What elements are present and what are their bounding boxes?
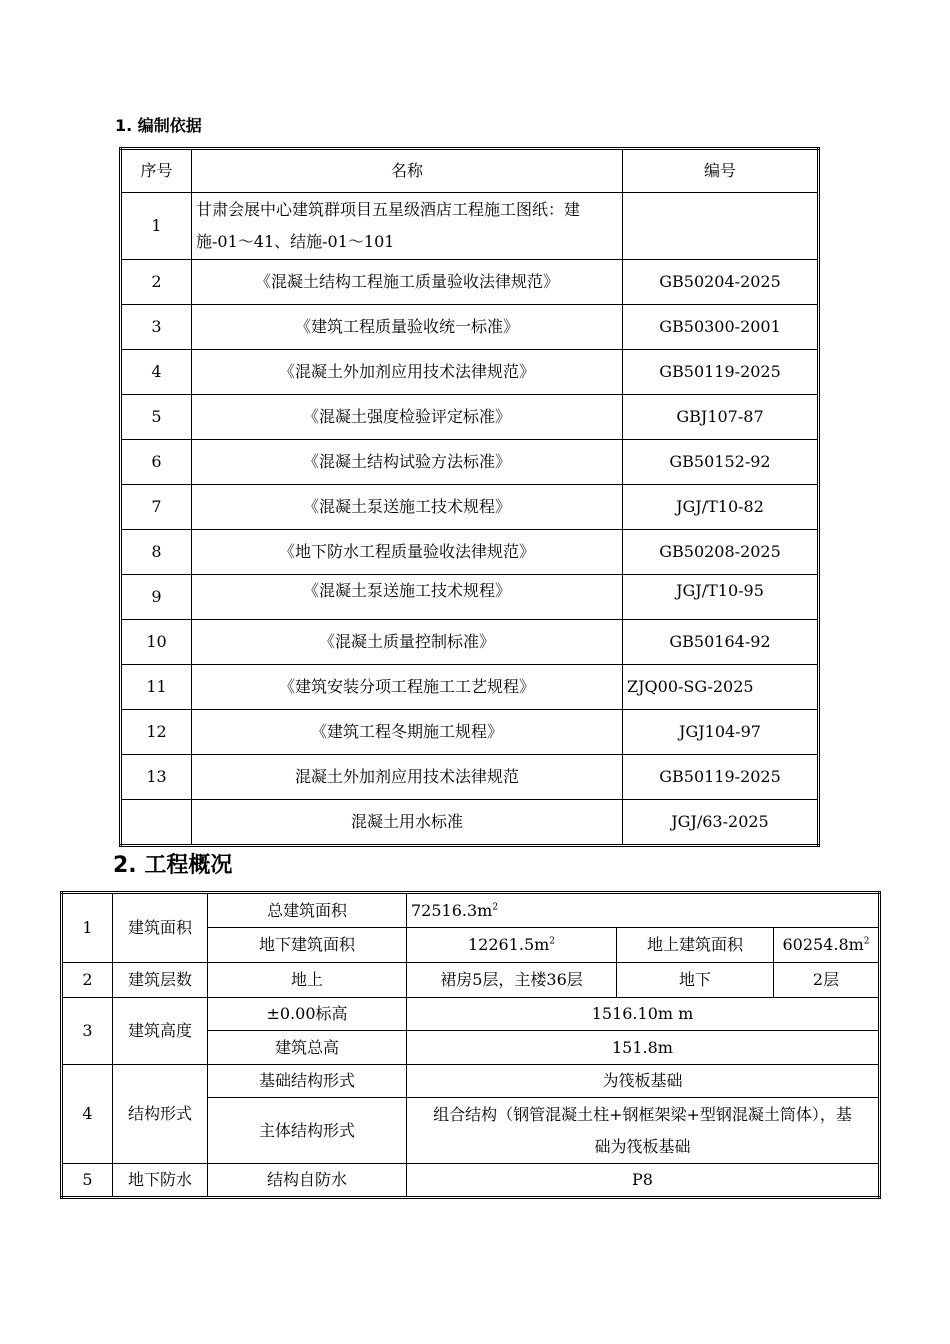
header-code: 编号 xyxy=(623,149,819,193)
row-no: 7 xyxy=(121,485,192,530)
row-label: ±0.00标高 xyxy=(208,998,407,1031)
row-no: 13 xyxy=(121,755,192,800)
row-no xyxy=(121,800,192,846)
underground-area-value: 12261.5m xyxy=(467,935,550,954)
table-row xyxy=(121,440,819,485)
row-value xyxy=(407,893,880,928)
row-value xyxy=(774,928,880,963)
row-code: GBJ107-87 xyxy=(623,395,819,440)
row-name: 《地下防水工程质量验收法律规范》 xyxy=(192,530,623,575)
row-no: 6 xyxy=(121,440,192,485)
unit-exponent: 2 xyxy=(492,902,499,913)
table-row xyxy=(121,485,819,530)
table-row xyxy=(121,710,819,755)
unit-exponent: 2 xyxy=(549,936,556,947)
row-value: 裙房5层，主楼36层 xyxy=(407,963,617,998)
row-no: 5 xyxy=(121,395,192,440)
unit-exponent: 2 xyxy=(863,936,870,947)
row-name: 混凝土用水标准 xyxy=(192,800,623,846)
table-row xyxy=(121,755,819,800)
table-row xyxy=(121,530,819,575)
table-row xyxy=(62,998,880,1031)
header-no: 序号 xyxy=(121,149,192,193)
row-code: GB50204-2025 xyxy=(623,260,819,305)
row-value: 1516.10m m xyxy=(407,998,880,1031)
row-no: 2 xyxy=(62,963,113,998)
row-no: 4 xyxy=(62,1065,113,1164)
row-name: 《混凝土结构试验方法标准》 xyxy=(192,440,623,485)
basis-table xyxy=(119,147,820,847)
row-code: GB50208-2025 xyxy=(623,530,819,575)
row-name: 《建筑工程冬期施工规程》 xyxy=(192,710,623,755)
row-name: 混凝土外加剂应用技术法律规范 xyxy=(192,755,623,800)
row-name: 《混凝土强度检验评定标准》 xyxy=(192,395,623,440)
row-no: 3 xyxy=(121,305,192,350)
row-code: ZJQ00-SG-2025 xyxy=(623,665,819,710)
row-no: 10 xyxy=(121,620,192,665)
row-code: GB50300-2001 xyxy=(623,305,819,350)
row-code: JGJ/T10-95 xyxy=(623,575,819,620)
row-code: GB50164-92 xyxy=(623,620,819,665)
row-no: 5 xyxy=(62,1164,113,1198)
row-label: 地下建筑面积 xyxy=(208,928,407,963)
total-area-value: 72516.3m xyxy=(411,900,493,920)
table-row xyxy=(121,800,819,846)
row-label: 结构自防水 xyxy=(208,1164,407,1198)
row-label: 地上 xyxy=(208,963,407,998)
row-code: GB50119-2025 xyxy=(623,350,819,395)
table-row xyxy=(121,575,819,620)
table-row xyxy=(121,193,819,260)
row-value: 151.8m xyxy=(407,1031,880,1065)
table-row xyxy=(121,395,819,440)
row-no: 12 xyxy=(121,710,192,755)
row-no: 8 xyxy=(121,530,192,575)
row-code: GB50119-2025 xyxy=(623,755,819,800)
table-row xyxy=(62,1164,880,1198)
row-no: 9 xyxy=(121,575,192,620)
row-label: 基础结构形式 xyxy=(208,1065,407,1098)
overview-table xyxy=(60,891,881,1199)
row-category: 结构形式 xyxy=(113,1065,208,1164)
row-category: 地下防水 xyxy=(113,1164,208,1198)
header-name: 名称 xyxy=(192,149,623,193)
row-no: 1 xyxy=(121,193,192,260)
row-category: 建筑高度 xyxy=(113,998,208,1065)
row-code xyxy=(623,193,819,260)
row-name: 《混凝土外加剂应用技术法律规范》 xyxy=(192,350,623,395)
row-code: JGJ/T10-82 xyxy=(623,485,819,530)
row-no: 2 xyxy=(121,260,192,305)
row-no: 4 xyxy=(121,350,192,395)
row-name: 《建筑工程质量验收统一标准》 xyxy=(192,305,623,350)
row-code: GB50152-92 xyxy=(623,440,819,485)
row-code: JGJ104-97 xyxy=(623,710,819,755)
row-label: 建筑总高 xyxy=(208,1031,407,1065)
row-value: 为筏板基础 xyxy=(407,1065,880,1098)
row-name: 《混凝土泵送施工技术规程》 xyxy=(192,575,623,620)
row-category: 建筑层数 xyxy=(113,963,208,998)
table-row xyxy=(121,260,819,305)
row-code: JGJ/63-2025 xyxy=(623,800,819,846)
row-value: 组合结构（钢管混凝土柱+钢框架梁+型钢混凝土筒体），基础为筏板基础 xyxy=(407,1098,880,1164)
row-category: 建筑面积 xyxy=(113,893,208,963)
table-row xyxy=(121,350,819,395)
row-label: 地上建筑面积 xyxy=(617,928,774,963)
row-no: 11 xyxy=(121,665,192,710)
row-name: 甘肃会展中心建筑群项目五星级酒店工程施工图纸：建施-01～41、结施-01～101 xyxy=(192,193,623,260)
table-row xyxy=(121,620,819,665)
aboveground-area-value: 60254.8m xyxy=(782,935,864,954)
table-row xyxy=(121,665,819,710)
row-value xyxy=(407,928,617,963)
row-name: 《混凝土泵送施工技术规程》 xyxy=(192,485,623,530)
section-heading-overview: 2. 工程概况 xyxy=(113,853,233,878)
row-no: 1 xyxy=(62,893,113,963)
row-name: 《混凝土结构工程施工质量验收法律规范》 xyxy=(192,260,623,305)
table-row xyxy=(62,963,880,998)
table-header-row xyxy=(121,149,819,193)
row-value: P8 xyxy=(407,1164,880,1198)
section-heading-basis: 1. 编制依据 xyxy=(115,116,202,135)
table-row xyxy=(121,305,819,350)
row-no: 3 xyxy=(62,998,113,1065)
table-row xyxy=(62,893,880,928)
row-label: 地下 xyxy=(617,963,774,998)
row-name: 《混凝土质量控制标准》 xyxy=(192,620,623,665)
row-label: 总建筑面积 xyxy=(208,893,407,928)
table-row xyxy=(62,1065,880,1098)
row-name: 《建筑安装分项工程施工工艺规程》 xyxy=(192,665,623,710)
row-label: 主体结构形式 xyxy=(208,1098,407,1164)
row-value: 2层 xyxy=(774,963,880,998)
